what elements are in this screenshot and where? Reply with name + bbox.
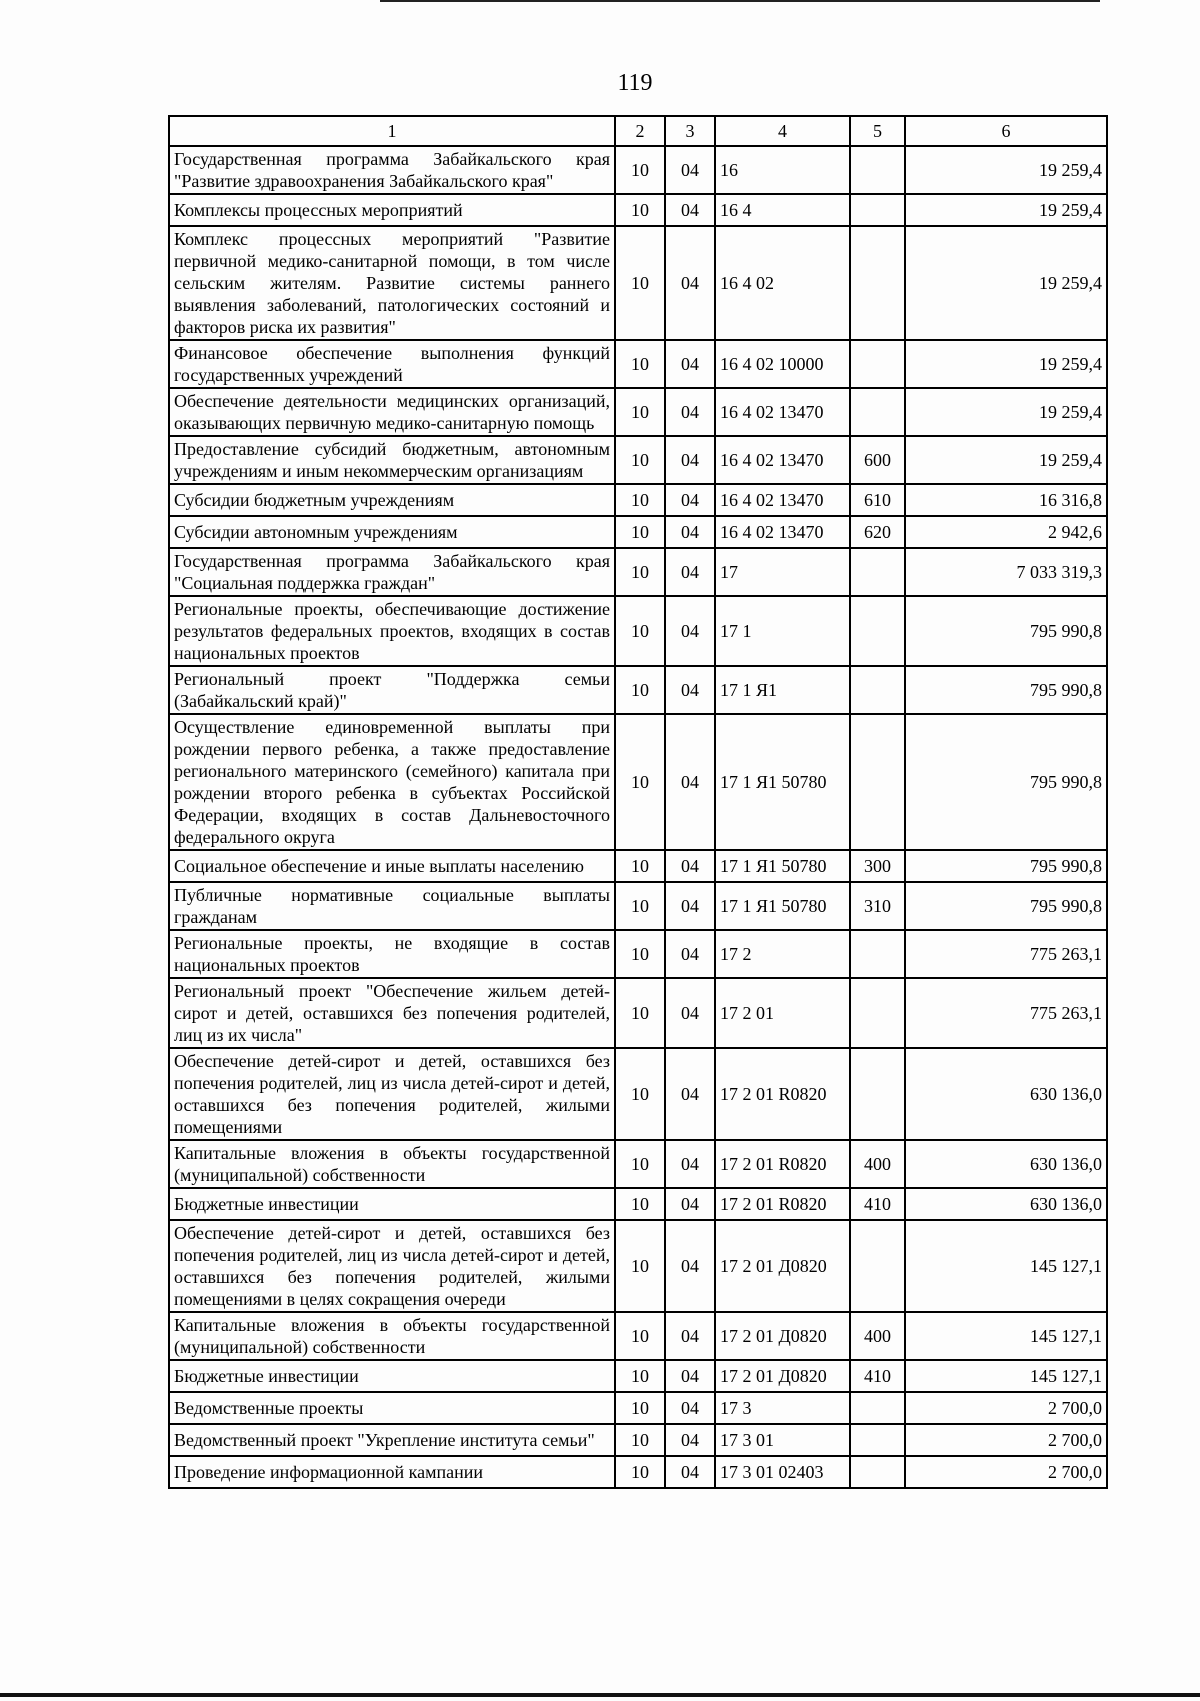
table-row	[169, 1312, 1107, 1360]
row-name-cell: Бюджетные инвестиции	[169, 1360, 615, 1392]
header-col-3: 3	[665, 116, 715, 146]
row-amount-cell: 795 990,8	[905, 596, 1107, 666]
table-row	[169, 1424, 1107, 1456]
table-row	[169, 850, 1107, 882]
row-expense-type-cell	[850, 548, 905, 596]
row-target-article-cell: 17 1 Я1 50780	[715, 714, 850, 850]
row-subsection-cell: 04	[665, 596, 715, 666]
row-section-cell: 10	[615, 146, 665, 194]
row-amount-cell: 19 259,4	[905, 388, 1107, 436]
row-name-cell: Социальное обеспечение и иные выплаты населению	[169, 850, 615, 882]
row-name-cell: Проведение информационной кампании	[169, 1456, 615, 1488]
row-amount-cell: 145 127,1	[905, 1220, 1107, 1312]
row-amount-cell: 19 259,4	[905, 340, 1107, 388]
table-row	[169, 1048, 1107, 1140]
row-target-article-cell: 17 2 01 R0820	[715, 1140, 850, 1188]
row-amount-cell: 16 316,8	[905, 484, 1107, 516]
table-row	[169, 1220, 1107, 1312]
table-row	[169, 1456, 1107, 1488]
row-subsection-cell: 04	[665, 1456, 715, 1488]
row-expense-type-cell	[850, 714, 905, 850]
row-amount-cell: 795 990,8	[905, 666, 1107, 714]
row-subsection-cell: 04	[665, 1140, 715, 1188]
row-target-article-cell: 17 2 01 R0820	[715, 1188, 850, 1220]
row-subsection-cell: 04	[665, 1360, 715, 1392]
row-target-article-cell: 17 2 01 Д0820	[715, 1312, 850, 1360]
row-target-article-cell: 17 2 01 R0820	[715, 1048, 850, 1140]
row-target-article-cell: 16 4 02 13470	[715, 484, 850, 516]
row-expense-type-cell: 310	[850, 882, 905, 930]
row-name-cell: Субсидии автономным учреждениям	[169, 516, 615, 548]
row-amount-cell: 2 700,0	[905, 1456, 1107, 1488]
row-amount-cell: 775 263,1	[905, 978, 1107, 1048]
row-expense-type-cell: 400	[850, 1140, 905, 1188]
row-expense-type-cell	[850, 666, 905, 714]
table-row	[169, 226, 1107, 340]
row-target-article-cell: 17 2	[715, 930, 850, 978]
row-amount-cell: 19 259,4	[905, 436, 1107, 484]
row-name-cell: Ведомственный проект "Укрепление института семьи"	[169, 1424, 615, 1456]
row-target-article-cell: 16 4 02 10000	[715, 340, 850, 388]
row-target-article-cell: 16	[715, 146, 850, 194]
row-expense-type-cell: 410	[850, 1360, 905, 1392]
row-expense-type-cell	[850, 194, 905, 226]
row-section-cell: 10	[615, 194, 665, 226]
row-name-cell: Обеспечение детей-сирот и детей, оставшихся без попечения родителей, лиц из числа детей-сирот и детей, оставшихся без попечения родителей, жилыми помещениями в целях сокращения очереди	[169, 1220, 615, 1312]
row-target-article-cell: 16 4 02 13470	[715, 388, 850, 436]
table-row	[169, 194, 1107, 226]
table-row	[169, 516, 1107, 548]
row-target-article-cell: 17 3	[715, 1392, 850, 1424]
row-amount-cell: 795 990,8	[905, 714, 1107, 850]
row-expense-type-cell: 620	[850, 516, 905, 548]
row-amount-cell: 145 127,1	[905, 1312, 1107, 1360]
row-amount-cell: 19 259,4	[905, 194, 1107, 226]
row-section-cell: 10	[615, 1456, 665, 1488]
row-expense-type-cell: 300	[850, 850, 905, 882]
row-subsection-cell: 04	[665, 436, 715, 484]
table-row	[169, 978, 1107, 1048]
row-target-article-cell: 17 2 01 Д0820	[715, 1220, 850, 1312]
table-row	[169, 146, 1107, 194]
row-name-cell: Региональные проекты, не входящие в состав национальных проектов	[169, 930, 615, 978]
row-section-cell: 10	[615, 930, 665, 978]
table-row	[169, 340, 1107, 388]
row-expense-type-cell	[850, 388, 905, 436]
table-row	[169, 882, 1107, 930]
table-row	[169, 1188, 1107, 1220]
table-row	[169, 596, 1107, 666]
row-section-cell: 10	[615, 1188, 665, 1220]
row-subsection-cell: 04	[665, 146, 715, 194]
row-amount-cell: 7 033 319,3	[905, 548, 1107, 596]
row-subsection-cell: 04	[665, 1048, 715, 1140]
row-section-cell: 10	[615, 714, 665, 850]
row-subsection-cell: 04	[665, 548, 715, 596]
row-expense-type-cell	[850, 340, 905, 388]
row-target-article-cell: 17 1 Я1	[715, 666, 850, 714]
row-section-cell: 10	[615, 1392, 665, 1424]
row-name-cell: Региональный проект "Обеспечение жильем детей-сирот и детей, оставшихся без попечения родителей, лиц из их числа"	[169, 978, 615, 1048]
row-subsection-cell: 04	[665, 666, 715, 714]
row-section-cell: 10	[615, 548, 665, 596]
row-name-cell: Осуществление единовременной выплаты при рождении первого ребенка, а также предоставление регионального материнского (семейного) капитала при рождении второго ребенка в субъектах Российской Федерации, входящих в состав Дальневосточного федерального округа	[169, 714, 615, 850]
header-row	[169, 116, 1107, 146]
row-name-cell: Обеспечение деятельности медицинских организаций, оказывающих первичную медико-санитарную помощь	[169, 388, 615, 436]
row-section-cell: 10	[615, 516, 665, 548]
row-amount-cell: 145 127,1	[905, 1360, 1107, 1392]
row-target-article-cell: 17 2 01	[715, 978, 850, 1048]
row-section-cell: 10	[615, 388, 665, 436]
row-expense-type-cell	[850, 1456, 905, 1488]
row-expense-type-cell	[850, 978, 905, 1048]
row-section-cell: 10	[615, 1312, 665, 1360]
row-target-article-cell: 17	[715, 548, 850, 596]
row-expense-type-cell: 400	[850, 1312, 905, 1360]
row-subsection-cell: 04	[665, 340, 715, 388]
header-col-5: 5	[850, 116, 905, 146]
row-section-cell: 10	[615, 978, 665, 1048]
row-name-cell: Предоставление субсидий бюджетным, автономным учреждениям и иным некоммерческим организациям	[169, 436, 615, 484]
row-subsection-cell: 04	[665, 226, 715, 340]
row-amount-cell: 795 990,8	[905, 850, 1107, 882]
row-subsection-cell: 04	[665, 388, 715, 436]
row-section-cell: 10	[615, 1220, 665, 1312]
row-amount-cell: 19 259,4	[905, 226, 1107, 340]
row-target-article-cell: 17 1	[715, 596, 850, 666]
row-target-article-cell: 17 2 01 Д0820	[715, 1360, 850, 1392]
row-subsection-cell: 04	[665, 1424, 715, 1456]
row-amount-cell: 630 136,0	[905, 1188, 1107, 1220]
row-subsection-cell: 04	[665, 1312, 715, 1360]
row-amount-cell: 2 700,0	[905, 1392, 1107, 1424]
row-expense-type-cell	[850, 1424, 905, 1456]
row-name-cell: Обеспечение детей-сирот и детей, оставшихся без попечения родителей, лиц из числа детей-сирот и детей, оставшихся без попечения родителей, жилыми помещениями	[169, 1048, 615, 1140]
row-name-cell: Публичные нормативные социальные выплаты гражданам	[169, 882, 615, 930]
row-section-cell: 10	[615, 666, 665, 714]
table-row	[169, 548, 1107, 596]
row-amount-cell: 630 136,0	[905, 1140, 1107, 1188]
row-name-cell: Государственная программа Забайкальского края "Социальная поддержка граждан"	[169, 548, 615, 596]
row-section-cell: 10	[615, 1424, 665, 1456]
table-row	[169, 1360, 1107, 1392]
row-target-article-cell: 17 1 Я1 50780	[715, 850, 850, 882]
row-subsection-cell: 04	[665, 516, 715, 548]
row-subsection-cell: 04	[665, 1188, 715, 1220]
row-name-cell: Комплексы процессных мероприятий	[169, 194, 615, 226]
page-number: 119	[617, 70, 653, 96]
row-amount-cell: 630 136,0	[905, 1048, 1107, 1140]
row-subsection-cell: 04	[665, 882, 715, 930]
row-name-cell: Региональные проекты, обеспечивающие достижение результатов федеральных проектов, входящих в состав национальных проектов	[169, 596, 615, 666]
row-section-cell: 10	[615, 850, 665, 882]
header-col-1: 1	[169, 116, 615, 146]
row-expense-type-cell	[850, 146, 905, 194]
row-subsection-cell: 04	[665, 1392, 715, 1424]
table-row	[169, 436, 1107, 484]
header-col-6: 6	[905, 116, 1107, 146]
row-target-article-cell: 16 4	[715, 194, 850, 226]
row-expense-type-cell	[850, 1392, 905, 1424]
table-row	[169, 388, 1107, 436]
row-subsection-cell: 04	[665, 714, 715, 850]
row-name-cell: Ведомственные проекты	[169, 1392, 615, 1424]
row-amount-cell: 775 263,1	[905, 930, 1107, 978]
budget-table	[168, 115, 1108, 1489]
row-expense-type-cell	[850, 596, 905, 666]
row-target-article-cell: 17 1 Я1 50780	[715, 882, 850, 930]
row-name-cell: Государственная программа Забайкальского края "Развитие здравоохранения Забайкальского края"	[169, 146, 615, 194]
header-col-4: 4	[715, 116, 850, 146]
row-expense-type-cell: 600	[850, 436, 905, 484]
row-subsection-cell: 04	[665, 930, 715, 978]
row-expense-type-cell: 610	[850, 484, 905, 516]
row-section-cell: 10	[615, 226, 665, 340]
row-section-cell: 10	[615, 340, 665, 388]
row-amount-cell: 2 942,6	[905, 516, 1107, 548]
row-name-cell: Комплекс процессных мероприятий "Развитие первичной медико-санитарной помощи, в том числе сельским жителям. Развитие системы раннего выявления заболеваний, патологических состояний и факторов риска их развития"	[169, 226, 615, 340]
row-amount-cell: 795 990,8	[905, 882, 1107, 930]
row-target-article-cell: 16 4 02 13470	[715, 436, 850, 484]
row-target-article-cell: 16 4 02 13470	[715, 516, 850, 548]
table-row	[169, 1140, 1107, 1188]
row-amount-cell: 19 259,4	[905, 146, 1107, 194]
row-name-cell: Региональный проект "Поддержка семьи (Забайкальский край)"	[169, 666, 615, 714]
row-section-cell: 10	[615, 484, 665, 516]
row-subsection-cell: 04	[665, 194, 715, 226]
row-section-cell: 10	[615, 882, 665, 930]
table-body	[169, 146, 1107, 1488]
row-name-cell: Капитальные вложения в объекты государственной (муниципальной) собственности	[169, 1312, 615, 1360]
row-subsection-cell: 04	[665, 978, 715, 1048]
row-name-cell: Капитальные вложения в объекты государственной (муниципальной) собственности	[169, 1140, 615, 1188]
row-subsection-cell: 04	[665, 484, 715, 516]
row-section-cell: 10	[615, 596, 665, 666]
row-section-cell: 10	[615, 436, 665, 484]
row-name-cell: Субсидии бюджетным учреждениям	[169, 484, 615, 516]
scan-edge-top	[380, 0, 1100, 2]
row-target-article-cell: 17 3 01	[715, 1424, 850, 1456]
table-row	[169, 666, 1107, 714]
row-subsection-cell: 04	[665, 1220, 715, 1312]
table-row	[169, 1392, 1107, 1424]
scan-edge-bottom	[0, 1693, 1200, 1697]
row-target-article-cell: 16 4 02	[715, 226, 850, 340]
row-expense-type-cell	[850, 1048, 905, 1140]
row-section-cell: 10	[615, 1360, 665, 1392]
row-expense-type-cell	[850, 1220, 905, 1312]
header-col-2: 2	[615, 116, 665, 146]
row-expense-type-cell	[850, 226, 905, 340]
row-name-cell: Бюджетные инвестиции	[169, 1188, 615, 1220]
table-row	[169, 714, 1107, 850]
row-subsection-cell: 04	[665, 850, 715, 882]
table-row	[169, 484, 1107, 516]
row-amount-cell: 2 700,0	[905, 1424, 1107, 1456]
row-target-article-cell: 17 3 01 02403	[715, 1456, 850, 1488]
row-expense-type-cell	[850, 930, 905, 978]
row-section-cell: 10	[615, 1048, 665, 1140]
row-section-cell: 10	[615, 1140, 665, 1188]
row-expense-type-cell: 410	[850, 1188, 905, 1220]
row-name-cell: Финансовое обеспечение выполнения функций государственных учреждений	[169, 340, 615, 388]
table-row	[169, 930, 1107, 978]
